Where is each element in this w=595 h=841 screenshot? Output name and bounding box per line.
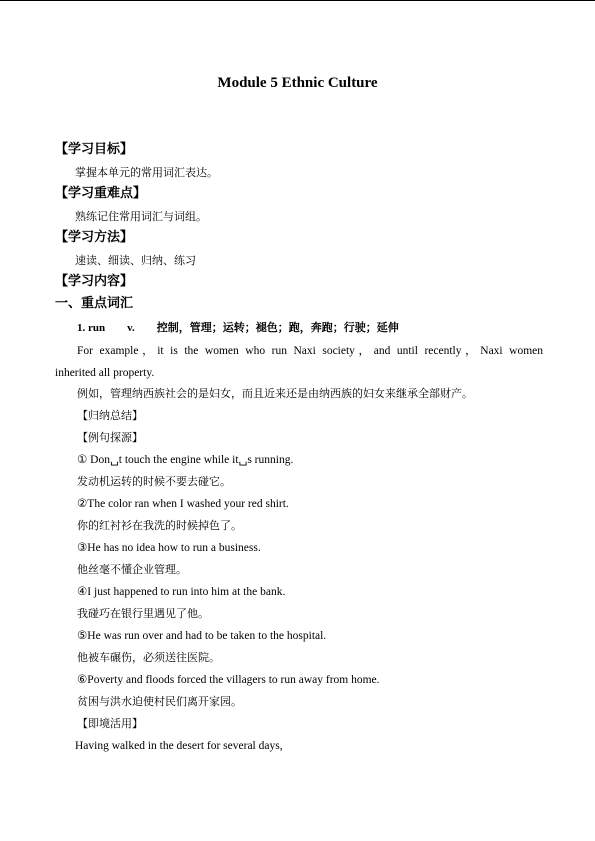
learning-goal-heading: 【学习目标】 — [55, 142, 134, 157]
sentence-2-chinese: 你的红衬衫在我洗的时候掉色了。 — [77, 519, 242, 532]
sentence-1-chinese: 发动机运转的时候不要去碰它。 — [77, 475, 231, 488]
sentence-5-chinese: 他被车碾伤，必须送往医院。 — [77, 651, 220, 664]
learning-method-heading: 【学习方法】 — [55, 230, 134, 245]
page-top-border — [0, 0, 595, 1]
key-points-heading: 【学习重难点】 — [55, 186, 147, 201]
summary-label: 【归纳总结】 — [77, 409, 143, 422]
learning-method-text: 速读、细读、归纳、练习 — [75, 254, 196, 267]
example-chinese: 例如，管理纳西族社会的是妇女，而且近来还是由纳西族的妇女来继承全部财产。 — [77, 387, 473, 400]
vocab-entry-run: 1. run v. 控制，管理；运转；褪色；跑，奔跑；行驶；延伸 — [77, 322, 399, 334]
learning-content-heading: 【学习内容】 — [55, 274, 134, 289]
sentence-2-english: ②The color ran when I washed your red shirt. — [77, 498, 289, 510]
part-one-heading: 一、重点词汇 — [55, 296, 134, 311]
sentence-5-english: ⑤He was run over and had to be taken to the hospital. — [77, 630, 327, 642]
learning-goal-text: 掌握本单元的常用词汇表达。 — [75, 166, 218, 179]
sentence-6-chinese: 贫困与洪水迫使村民们离开家园。 — [77, 695, 242, 708]
key-points-text: 熟练记住常用词汇与词组。 — [75, 210, 207, 223]
sentence-4-english: ④I just happened to run into him at the bank. — [77, 586, 286, 598]
example-english-line-1: For example，it is the women who run Naxi society，and until recently，Naxi women — [77, 345, 543, 357]
page-title: Module 5 Ethnic Culture — [217, 75, 378, 91]
source-label: 【例句探源】 — [77, 431, 143, 444]
sentence-3-english: ③He has no idea how to run a business. — [77, 542, 261, 554]
practice-label: 【即境活用】 — [77, 717, 143, 730]
practice-text: Having walked in the desert for several days, — [75, 740, 283, 752]
sentence-6-english: ⑥Poverty and floods forced the villagers to run away from home. — [77, 674, 380, 686]
sentence-1-english: ① Don␣t touch the engine while it␣s running. — [77, 454, 294, 466]
sentence-3-chinese: 他丝毫不懂企业管理。 — [77, 563, 187, 576]
example-english-line-2: inherited all property. — [55, 367, 155, 379]
sentence-4-chinese: 我碰巧在银行里遇见了他。 — [77, 607, 209, 620]
